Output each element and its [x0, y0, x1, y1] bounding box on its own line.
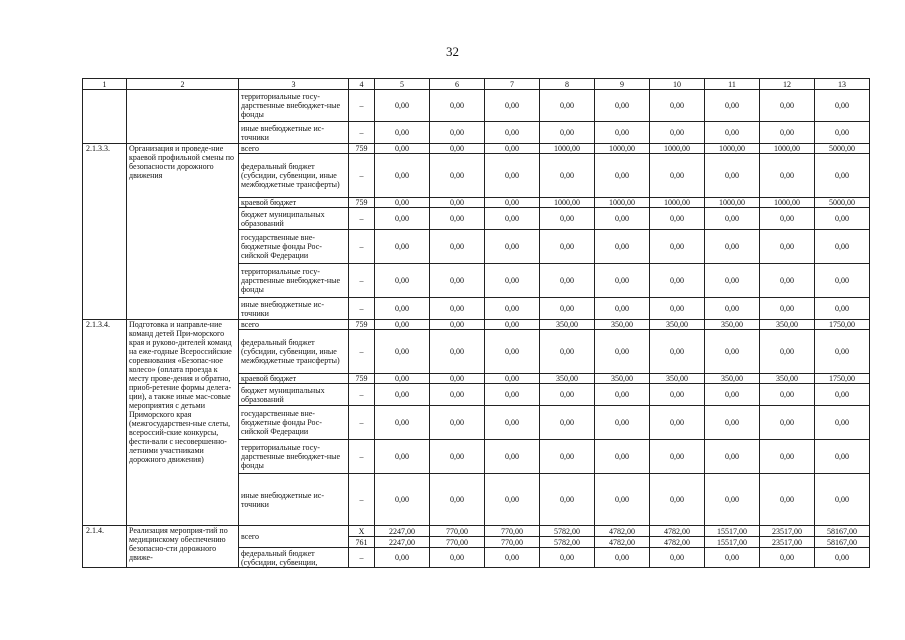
amount-cell: 0,00	[705, 208, 760, 230]
amount-cell: 1750,00	[815, 374, 870, 384]
item-code: 2.1.3.4.	[83, 320, 127, 526]
item-code: 2.1.4.	[83, 526, 127, 568]
responsible-code-cell: X	[349, 526, 375, 537]
amount-cell: 1000,00	[650, 144, 705, 154]
amount-cell: 0,00	[815, 440, 870, 474]
amount-cell: 0,00	[705, 548, 760, 568]
amount-cell: 0,00	[760, 384, 815, 406]
amount-cell: 0,00	[375, 90, 430, 122]
amount-cell: 0,00	[595, 264, 650, 298]
amount-cell: 350,00	[595, 320, 650, 330]
amount-cell: 0,00	[595, 298, 650, 320]
amount-cell: 0,00	[650, 548, 705, 568]
amount-cell: 0,00	[595, 440, 650, 474]
table-row	[83, 144, 870, 154]
amount-cell: 0,00	[540, 330, 595, 374]
amount-cell: 0,00	[430, 384, 485, 406]
responsible-code-cell: –	[349, 384, 375, 406]
amount-cell: 0,00	[760, 406, 815, 440]
blank-name-cell	[127, 90, 239, 144]
funding-source: территориальные госу-дарственные внебюджет-ные фонды	[239, 90, 349, 122]
column-number-header: 5	[375, 79, 430, 90]
amount-cell: 0,00	[540, 440, 595, 474]
amount-cell: 15517,00	[705, 537, 760, 548]
amount-cell: 0,00	[540, 122, 595, 144]
amount-cell: 0,00	[430, 264, 485, 298]
amount-cell: 350,00	[705, 320, 760, 330]
funding-source: краевой бюджет	[239, 374, 349, 384]
amount-cell: 350,00	[540, 374, 595, 384]
amount-cell: 770,00	[430, 526, 485, 537]
funding-source: территориальные госу-дарственные внебюджет-ные фонды	[239, 440, 349, 474]
responsible-code-cell: –	[349, 440, 375, 474]
funding-source: иные внебюджетные ис-точники	[239, 474, 349, 526]
responsible-code-cell: 759	[349, 144, 375, 154]
amount-cell: 0,00	[595, 90, 650, 122]
amount-cell: 1000,00	[760, 144, 815, 154]
amount-cell: 15517,00	[705, 526, 760, 537]
amount-cell: 0,00	[815, 208, 870, 230]
amount-cell: 2247,00	[375, 537, 430, 548]
amount-cell: 350,00	[540, 320, 595, 330]
amount-cell: 4782,00	[650, 537, 705, 548]
amount-cell: 0,00	[595, 154, 650, 198]
budget-table	[82, 78, 870, 568]
amount-cell: 0,00	[375, 298, 430, 320]
responsible-code-cell: –	[349, 298, 375, 320]
funding-source: всего	[239, 144, 349, 154]
amount-cell: 1750,00	[815, 320, 870, 330]
funding-source: всего	[239, 320, 349, 330]
amount-cell: 0,00	[540, 406, 595, 440]
item-name: Организация и проведе-ние краевой профильной смены по безопасности дорожного движения	[127, 144, 239, 320]
amount-cell: 0,00	[760, 122, 815, 144]
amount-cell: 0,00	[485, 320, 540, 330]
amount-cell: 0,00	[485, 144, 540, 154]
amount-cell: 0,00	[375, 208, 430, 230]
funding-source: бюджет муниципальных образований	[239, 384, 349, 406]
column-number-header: 11	[705, 79, 760, 90]
amount-cell: 0,00	[705, 122, 760, 144]
amount-cell: 0,00	[375, 154, 430, 198]
amount-cell: 5000,00	[815, 198, 870, 208]
amount-cell: 0,00	[760, 548, 815, 568]
responsible-code-cell: –	[349, 208, 375, 230]
funding-source: федеральный бюджет (субсидии, субвенции, иные межбюджетные трансферты)	[239, 154, 349, 198]
amount-cell: 0,00	[815, 230, 870, 264]
amount-cell: 0,00	[430, 144, 485, 154]
amount-cell: 350,00	[650, 320, 705, 330]
amount-cell: 0,00	[430, 374, 485, 384]
amount-cell: 1000,00	[540, 198, 595, 208]
funding-source: иные внебюджетные ис-точники	[239, 298, 349, 320]
amount-cell: 0,00	[760, 298, 815, 320]
amount-cell: 0,00	[540, 384, 595, 406]
amount-cell: 0,00	[430, 208, 485, 230]
amount-cell: 0,00	[705, 330, 760, 374]
amount-cell: 1000,00	[595, 198, 650, 208]
amount-cell: 0,00	[705, 90, 760, 122]
responsible-code-cell: –	[349, 122, 375, 144]
amount-cell: 0,00	[595, 406, 650, 440]
amount-cell: 0,00	[705, 264, 760, 298]
amount-cell: 0,00	[705, 154, 760, 198]
amount-cell: 0,00	[375, 264, 430, 298]
funding-source: всего	[239, 526, 349, 548]
amount-cell: 0,00	[430, 198, 485, 208]
amount-cell: 0,00	[595, 230, 650, 264]
responsible-code-cell: 759	[349, 320, 375, 330]
funding-source: иные внебюджетные ис-точники	[239, 122, 349, 144]
amount-cell: 0,00	[375, 122, 430, 144]
funding-source: государственные вне-бюджетные фонды Рос-сийской Федерации	[239, 230, 349, 264]
amount-cell: 0,00	[650, 122, 705, 144]
amount-cell: 58167,00	[815, 526, 870, 537]
amount-cell: 23517,00	[760, 537, 815, 548]
amount-cell: 770,00	[485, 537, 540, 548]
amount-cell: 0,00	[650, 154, 705, 198]
amount-cell: 0,00	[485, 330, 540, 374]
amount-cell: 0,00	[485, 474, 540, 526]
amount-cell: 0,00	[430, 330, 485, 374]
column-number-header: 9	[595, 79, 650, 90]
amount-cell: 0,00	[595, 122, 650, 144]
amount-cell: 350,00	[595, 374, 650, 384]
column-number-header: 7	[485, 79, 540, 90]
amount-cell: 0,00	[595, 384, 650, 406]
column-number-header: 6	[430, 79, 485, 90]
amount-cell: 2247,00	[375, 526, 430, 537]
blank-code-cell	[83, 90, 127, 144]
amount-cell: 350,00	[650, 374, 705, 384]
amount-cell: 1000,00	[760, 198, 815, 208]
amount-cell: 23517,00	[760, 526, 815, 537]
amount-cell: 0,00	[430, 90, 485, 122]
amount-cell: 0,00	[540, 90, 595, 122]
amount-cell: 0,00	[650, 90, 705, 122]
amount-cell: 0,00	[760, 330, 815, 374]
amount-cell: 0,00	[540, 208, 595, 230]
funding-source: государственные вне-бюджетные фонды Рос-сийской Федерации	[239, 406, 349, 440]
amount-cell: 0,00	[375, 440, 430, 474]
amount-cell: 0,00	[815, 122, 870, 144]
column-number-header: 2	[127, 79, 239, 90]
amount-cell: 0,00	[705, 440, 760, 474]
amount-cell: 0,00	[760, 474, 815, 526]
amount-cell: 0,00	[650, 298, 705, 320]
responsible-code-cell: –	[349, 230, 375, 264]
amount-cell: 1000,00	[705, 144, 760, 154]
amount-cell: 0,00	[760, 208, 815, 230]
amount-cell: 4782,00	[595, 526, 650, 537]
amount-cell: 0,00	[485, 154, 540, 198]
amount-cell: 0,00	[375, 548, 430, 568]
amount-cell: 0,00	[375, 474, 430, 526]
amount-cell: 5000,00	[815, 144, 870, 154]
funding-source: бюджет муниципальных образований	[239, 208, 349, 230]
amount-cell: 0,00	[485, 298, 540, 320]
amount-cell: 0,00	[430, 406, 485, 440]
amount-cell: 0,00	[760, 440, 815, 474]
amount-cell: 0,00	[485, 264, 540, 298]
amount-cell: 0,00	[705, 230, 760, 264]
amount-cell: 770,00	[430, 537, 485, 548]
amount-cell: 0,00	[705, 406, 760, 440]
amount-cell: 0,00	[815, 384, 870, 406]
amount-cell: 0,00	[650, 384, 705, 406]
amount-cell: 0,00	[485, 440, 540, 474]
amount-cell: 4782,00	[595, 537, 650, 548]
page-number: 32	[446, 44, 459, 59]
amount-cell: 0,00	[650, 406, 705, 440]
amount-cell: 5782,00	[540, 526, 595, 537]
amount-cell: 0,00	[485, 374, 540, 384]
amount-cell: 0,00	[485, 208, 540, 230]
amount-cell: 0,00	[375, 330, 430, 374]
funding-source: федеральный бюджет (субсидии, субвенции,	[239, 548, 349, 568]
amount-cell: 350,00	[760, 374, 815, 384]
amount-cell: 0,00	[540, 298, 595, 320]
column-number-header: 3	[239, 79, 349, 90]
amount-cell: 0,00	[540, 474, 595, 526]
amount-cell: 0,00	[430, 440, 485, 474]
amount-cell: 770,00	[485, 526, 540, 537]
header-row	[83, 79, 870, 90]
amount-cell: 0,00	[485, 90, 540, 122]
amount-cell: 0,00	[595, 474, 650, 526]
amount-cell: 0,00	[595, 548, 650, 568]
item-name: Реализация мероприя-тий по медицинскому обеспечению безопасно-сти дорожного движе-	[127, 526, 239, 568]
amount-cell: 0,00	[760, 90, 815, 122]
amount-cell: 0,00	[595, 330, 650, 374]
amount-cell: 350,00	[705, 374, 760, 384]
amount-cell: 0,00	[485, 384, 540, 406]
funding-source: краевой бюджет	[239, 198, 349, 208]
amount-cell: 0,00	[705, 474, 760, 526]
amount-cell: 1000,00	[595, 144, 650, 154]
amount-cell: 0,00	[430, 320, 485, 330]
budget-table-body	[83, 79, 870, 568]
amount-cell: 0,00	[705, 384, 760, 406]
amount-cell: 0,00	[485, 406, 540, 440]
column-number-header: 1	[83, 79, 127, 90]
column-number-header: 8	[540, 79, 595, 90]
amount-cell: 0,00	[650, 330, 705, 374]
amount-cell: 0,00	[760, 154, 815, 198]
amount-cell: 58167,00	[815, 537, 870, 548]
amount-cell: 0,00	[540, 230, 595, 264]
amount-cell: 0,00	[815, 548, 870, 568]
amount-cell: 0,00	[705, 298, 760, 320]
responsible-code-cell: –	[349, 264, 375, 298]
amount-cell: 0,00	[430, 298, 485, 320]
item-name: Подготовка и направле-ние команд детей При-морского края и руково-дителей команд на еже-годные Всероссийские соревнования «Безопас-ное колесо» (оплата проезда к месту прове-дения и обратно, приоб-ретение формы делега-ции), а также иные мас-совые мероприятия с детьми Приморского края (межгосударствен-ные слеты, всероссий-ские конкурсы, фести-вали с несовершенно-летними участниками дорожного движения)	[127, 320, 239, 526]
amount-cell: 0,00	[375, 384, 430, 406]
amount-cell: 0,00	[375, 320, 430, 330]
responsible-code-cell: –	[349, 330, 375, 374]
column-number-header: 12	[760, 79, 815, 90]
amount-cell: 0,00	[595, 208, 650, 230]
amount-cell: 0,00	[375, 406, 430, 440]
amount-cell: 0,00	[815, 474, 870, 526]
amount-cell: 1000,00	[540, 144, 595, 154]
responsible-code-cell: 761	[349, 537, 375, 548]
amount-cell: 0,00	[815, 264, 870, 298]
amount-cell: 0,00	[375, 144, 430, 154]
amount-cell: 1000,00	[705, 198, 760, 208]
amount-cell: 0,00	[375, 230, 430, 264]
amount-cell: 0,00	[430, 154, 485, 198]
column-number-header: 10	[650, 79, 705, 90]
amount-cell: 0,00	[375, 198, 430, 208]
amount-cell: 0,00	[815, 406, 870, 440]
amount-cell: 0,00	[815, 154, 870, 198]
table-row	[83, 526, 870, 537]
amount-cell: 0,00	[650, 230, 705, 264]
amount-cell: 0,00	[650, 474, 705, 526]
amount-cell: 0,00	[430, 474, 485, 526]
responsible-code-cell: –	[349, 474, 375, 526]
amount-cell: 0,00	[650, 264, 705, 298]
responsible-code-cell: –	[349, 406, 375, 440]
responsible-code-cell: –	[349, 154, 375, 198]
amount-cell: 4782,00	[650, 526, 705, 537]
amount-cell: 0,00	[815, 90, 870, 122]
amount-cell: 0,00	[485, 198, 540, 208]
amount-cell: 0,00	[815, 298, 870, 320]
amount-cell: 0,00	[540, 548, 595, 568]
funding-source: федеральный бюджет (субсидии, субвенции, иные межбюджетные трансферты)	[239, 330, 349, 374]
responsible-code-cell: –	[349, 548, 375, 568]
amount-cell: 0,00	[650, 440, 705, 474]
amount-cell: 0,00	[485, 122, 540, 144]
amount-cell: 0,00	[375, 374, 430, 384]
amount-cell: 0,00	[430, 122, 485, 144]
funding-source: территориальные госу-дарственные внебюджет-ные фонды	[239, 264, 349, 298]
amount-cell: 0,00	[540, 264, 595, 298]
responsible-code-cell: 759	[349, 374, 375, 384]
table-row	[83, 90, 870, 122]
amount-cell: 5782,00	[540, 537, 595, 548]
responsible-code-cell: 759	[349, 198, 375, 208]
amount-cell: 0,00	[485, 230, 540, 264]
amount-cell: 0,00	[540, 154, 595, 198]
amount-cell: 0,00	[760, 264, 815, 298]
amount-cell: 0,00	[760, 230, 815, 264]
table-row	[83, 320, 870, 330]
amount-cell: 1000,00	[650, 198, 705, 208]
amount-cell: 0,00	[815, 330, 870, 374]
column-number-header: 4	[349, 79, 375, 90]
amount-cell: 0,00	[430, 548, 485, 568]
amount-cell: 0,00	[650, 208, 705, 230]
responsible-code-cell: –	[349, 90, 375, 122]
item-code: 2.1.3.3.	[83, 144, 127, 320]
amount-cell: 0,00	[430, 230, 485, 264]
amount-cell: 0,00	[485, 548, 540, 568]
amount-cell: 350,00	[760, 320, 815, 330]
column-number-header: 13	[815, 79, 870, 90]
